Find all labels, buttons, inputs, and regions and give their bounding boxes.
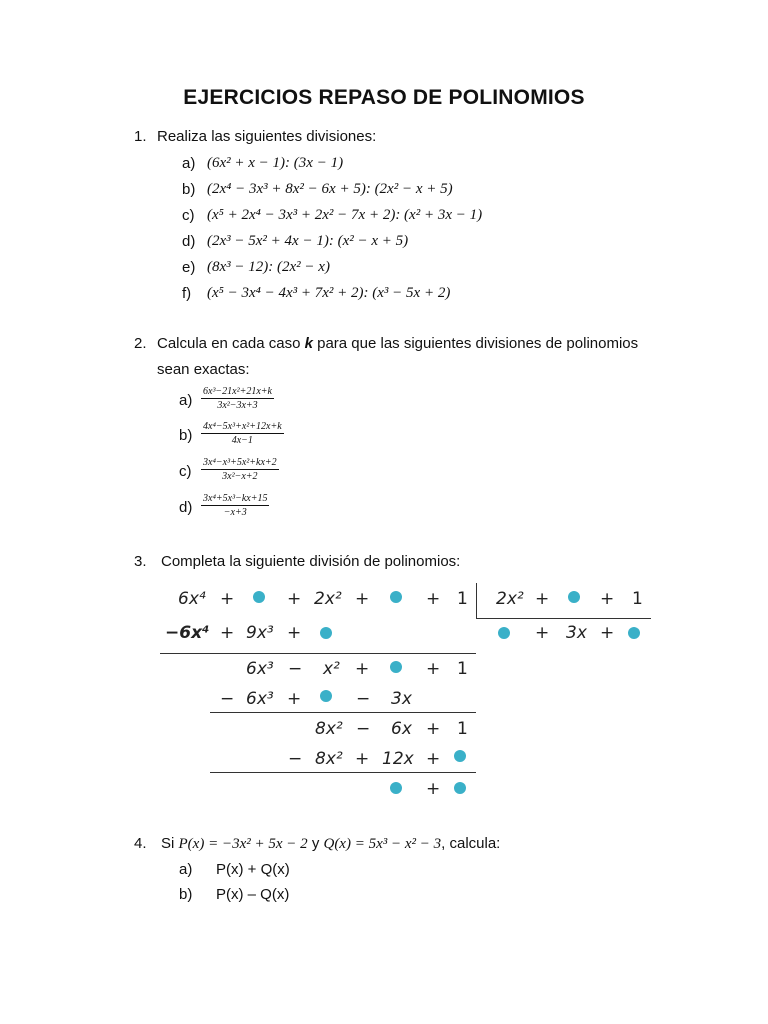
blank-dot[interactable]	[390, 782, 402, 794]
row4-term-6x3: 6x³	[246, 689, 274, 709]
q2-number: 2.	[134, 335, 147, 352]
dividend-plus-2: +	[287, 589, 302, 609]
q4-item-b-text: P(x) – Q(x)	[216, 886, 290, 903]
division-bracket-vertical	[476, 583, 477, 619]
row6-plus-1: +	[355, 749, 370, 769]
q1-item-e-label: e)	[182, 259, 196, 276]
q1-item-a-expr: (6x² + x − 1): (3x − 1)	[207, 155, 344, 171]
q4-y: y	[311, 835, 320, 852]
row5-term-8x2: 8x²	[315, 719, 343, 739]
q2-item-c-fraction	[201, 457, 279, 482]
subtraction-line-2	[210, 712, 476, 713]
q1-item-e-expr: (8x³ − 12): (2x² − x)	[207, 259, 330, 275]
row4-minus-1: −	[220, 689, 235, 709]
row7-plus: +	[426, 779, 441, 799]
row4-plus: +	[287, 689, 302, 709]
row5-term-6x: 6x	[391, 719, 412, 739]
row2-plus-2: +	[287, 623, 302, 643]
q4-number: 4.	[134, 835, 147, 852]
divisor-term-1: 1	[632, 589, 643, 609]
quotient-plus-1: +	[535, 623, 550, 643]
row5-plus: +	[426, 719, 441, 739]
blank-dot[interactable]	[253, 591, 265, 603]
q1-text: Realiza las siguientes divisiones:	[157, 128, 377, 145]
row6-plus-2: +	[426, 749, 441, 769]
q4-p-expr: P(x) = −3x² + 5x − 2	[178, 836, 308, 852]
q2-item-d-fraction	[201, 493, 269, 518]
q2-text-after: para que las siguientes divisiones de polinomios	[312, 335, 639, 352]
quotient-term-3x: 3x	[566, 623, 587, 643]
q2-text	[157, 335, 638, 352]
q2-item-b-denominator: 4x−1	[231, 435, 253, 446]
q2-item-b-fraction	[201, 421, 284, 446]
subtraction-line-3	[210, 772, 476, 773]
q3-text: Completa la siguiente división de polinomios:	[161, 553, 461, 570]
dividend-plus-1: +	[220, 589, 235, 609]
dividend-plus-4: +	[426, 589, 441, 609]
blank-dot[interactable]	[390, 661, 402, 673]
row2-plus-1: +	[220, 623, 235, 643]
q2-item-d-numerator: 3x⁴+5x³−kx+15	[203, 493, 268, 504]
divisor-plus-1: +	[535, 589, 550, 609]
q1-item-b-expr: (2x⁴ − 3x³ + 8x² − 6x + 5): (2x² − x + 5)	[207, 181, 453, 197]
blank-dot[interactable]	[320, 627, 332, 639]
q1-item-c-expr: (x⁵ + 2x⁴ − 3x³ + 2x² − 7x + 2): (x² + 3x − 1)	[207, 207, 483, 223]
quotient-plus-2: +	[600, 623, 615, 643]
q2-text-line2: sean exactas:	[157, 361, 250, 378]
q4-text	[161, 835, 500, 853]
row5-term-1: 1	[457, 719, 468, 739]
q2-item-c-denominator: 3x²−x+2	[222, 471, 258, 482]
divisor-plus-2: +	[600, 589, 615, 609]
row6-term-12x: 12x	[382, 749, 414, 769]
q1-item-a-label: a)	[182, 155, 196, 172]
q1-item-f-label: f)	[182, 285, 192, 302]
dividend-term-1: 1	[457, 589, 468, 609]
q1-item-b-label: b)	[182, 181, 196, 198]
q4-q-expr: Q(x) = 5x³ − x² − 3	[323, 836, 442, 852]
q2-item-a-numerator: 6x³−21x²+21x+k	[203, 386, 272, 397]
blank-dot[interactable]	[454, 782, 466, 794]
division-bracket-horizontal	[476, 618, 651, 619]
dividend-plus-3: +	[355, 589, 370, 609]
row2-term-9x3: 9x³	[246, 623, 274, 643]
blank-dot[interactable]	[568, 591, 580, 603]
q2-item-a-fraction	[201, 386, 274, 411]
q1-item-d-expr: (2x³ − 5x² + 4x − 1): (x² − x + 5)	[207, 233, 409, 249]
dividend-term-6x4: 6x⁴	[178, 589, 206, 609]
q4-calcula: , calcula:	[441, 835, 501, 852]
q4-item-a-label: a)	[179, 861, 193, 878]
q2-item-a-label: a)	[179, 392, 193, 409]
q1-number: 1.	[134, 128, 147, 145]
q2-item-b-numerator: 4x⁴−5x³+x²+12x+k	[203, 421, 282, 432]
blank-dot[interactable]	[628, 627, 640, 639]
row3-plus-1: +	[355, 659, 370, 679]
row4-term-3x: 3x	[391, 689, 412, 709]
q2-item-c-label: c)	[179, 463, 192, 480]
q2-item-c-numerator: 3x⁴−x³+5x²+kx+2	[203, 457, 277, 468]
q2-item-d-denominator: −x+3	[223, 507, 247, 518]
dividend-term-2x2: 2x²	[314, 589, 342, 609]
row6-term-8x2: 8x²	[315, 749, 343, 769]
row4-minus-2: −	[356, 689, 371, 709]
row6-minus: −	[288, 749, 303, 769]
row3-minus: −	[288, 659, 303, 679]
row3-term-x2: x²	[323, 659, 340, 679]
blank-dot[interactable]	[498, 627, 510, 639]
row2-term-neg6x4: −6x⁴	[165, 623, 210, 643]
q2-item-b-label: b)	[179, 427, 193, 444]
row3-term-1: 1	[457, 659, 468, 679]
q4-item-a-text: P(x) + Q(x)	[216, 861, 290, 878]
q1-item-d-label: d)	[182, 233, 196, 250]
q2-item-a-denominator: 3x²−3x+3	[217, 400, 258, 411]
q4-item-b-label: b)	[179, 886, 193, 903]
q2-k: k	[304, 335, 313, 352]
q2-item-d-label: d)	[179, 499, 193, 516]
row5-minus: −	[356, 719, 371, 739]
q1-item-c-label: c)	[182, 207, 195, 224]
q4-si: Si	[161, 835, 175, 852]
blank-dot[interactable]	[320, 690, 332, 702]
divisor-term-2x2: 2x²	[496, 589, 524, 609]
row3-term-6x3: 6x³	[246, 659, 274, 679]
subtraction-line-1	[160, 653, 476, 654]
row3-plus-2: +	[426, 659, 441, 679]
blank-dot[interactable]	[454, 750, 466, 762]
page-title: EJERCICIOS REPASO DE POLINOMIOS	[183, 86, 585, 109]
q2-text-before: Calcula en cada caso	[157, 335, 305, 352]
q3-number: 3.	[134, 553, 147, 570]
q1-item-f-expr: (x⁵ − 3x⁴ − 4x³ + 7x² + 2): (x³ − 5x + 2)	[207, 285, 451, 301]
blank-dot[interactable]	[390, 591, 402, 603]
